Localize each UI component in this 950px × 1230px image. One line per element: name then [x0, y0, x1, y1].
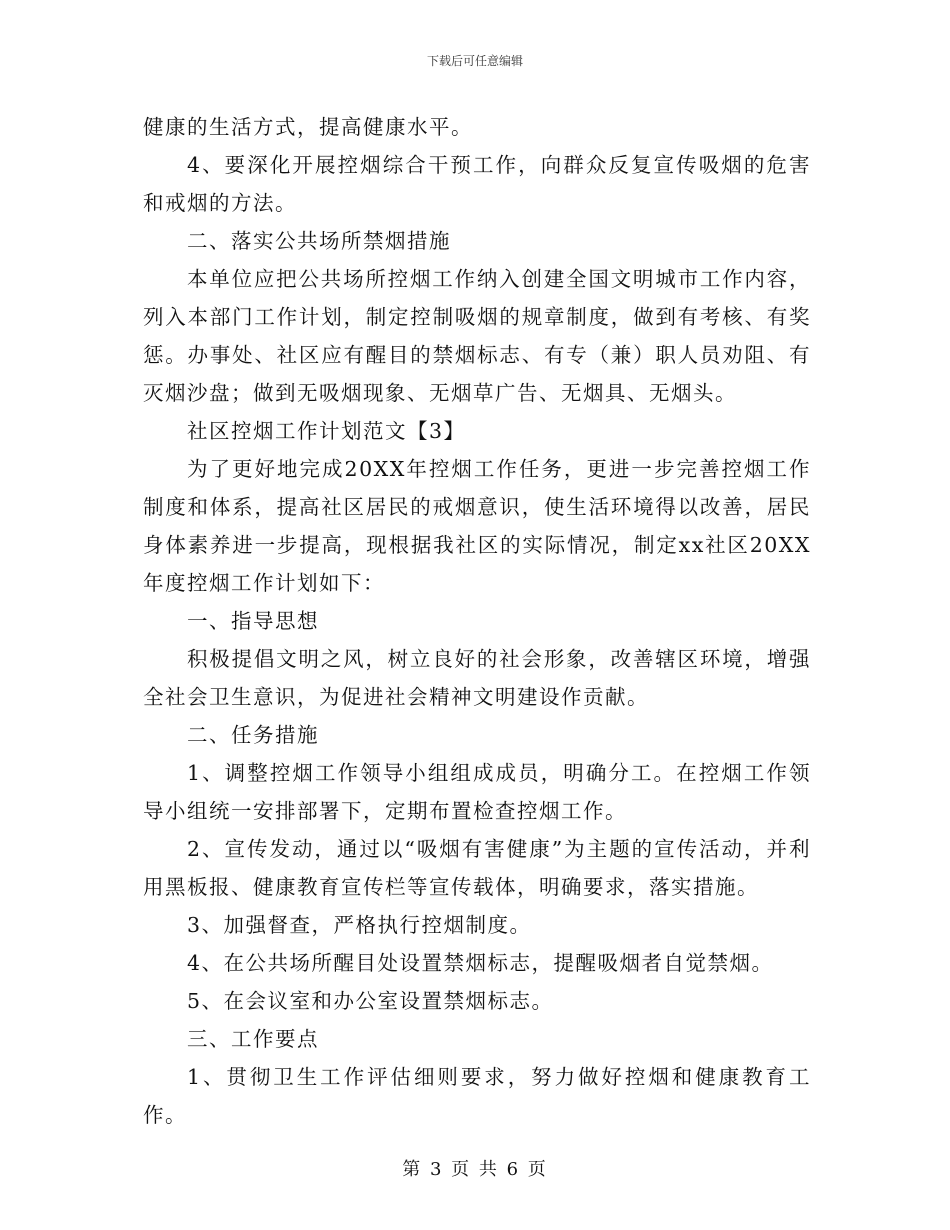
- page-header: 下载后可任意编辑: [426, 54, 523, 68]
- paragraph-continuation: 健康的生活方式，提高健康水平。: [143, 115, 473, 139]
- section-heading-2: 二、落实公共场所禁烟措施: [187, 229, 451, 253]
- section-heading-measures: 二、任务措施: [187, 723, 319, 747]
- list-item-4: 4、在公共场所醒目处设置禁烟标志，提醒吸烟者自觉禁烟。: [187, 951, 774, 975]
- paragraph-intro: 为了更好地完成20XX年控烟工作任务，更进一步完善控烟工作制度和体系，提高社区居民的戒烟意识，使生活环境得以改善，居民身体素养进一步提高，现根据我社区的实际情况，制定xx社区20XX年度控烟工作计划如下：: [143, 457, 811, 595]
- section-heading-guidance: 一、指导思想: [187, 609, 319, 633]
- page-footer: 第 3 页 共 6 页: [402, 1159, 548, 1180]
- list-item-5: 5、在会议室和办公室设置禁烟标志。: [187, 989, 554, 1013]
- list-item-3: 3、加强督查，严格执行控烟制度。: [187, 913, 532, 937]
- paragraph-guidance: 积极提倡文明之风，树立良好的社会形象，改善辖区环境，增强全社会卫生意识，为促进社会精神文明建设作贡献。: [143, 647, 811, 709]
- paragraph-item-4: 4、要深化开展控烟综合干预工作，向群众反复宣传吸烟的危害和戒烟的方法。: [143, 153, 811, 215]
- section-heading-keypoints: 三、工作要点: [187, 1027, 319, 1051]
- paragraph-public-places: 本单位应把公共场所控烟工作纳入创建全国文明城市工作内容，列入本部门工作计划，制定控制吸烟的规章制度，做到有考核、有奖惩。办事处、社区应有醒目的禁烟标志、有专（兼）职人员劝阻、有灭烟沙盘；做到无吸烟现象、无烟草广告、无烟具、无烟头。: [143, 267, 811, 405]
- list-item-1: 1、调整控烟工作领导小组组成成员，明确分工。在控烟工作领导小组统一安排部署下，定期布置检查控烟工作。: [143, 761, 811, 823]
- list-item-2: 2、宣传发动，通过以“吸烟有害健康”为主题的宣传活动，并利用黑板报、健康教育宣传栏等宣传载体，明确要求，落实措施。: [143, 837, 811, 899]
- keypoint-item-1: 1、贯彻卫生工作评估细则要求，努力做好控烟和健康教育工作。: [143, 1065, 811, 1127]
- article-title: 社区控烟工作计划范文【3】: [187, 419, 466, 443]
- document-body: [143, 108, 811, 1134]
